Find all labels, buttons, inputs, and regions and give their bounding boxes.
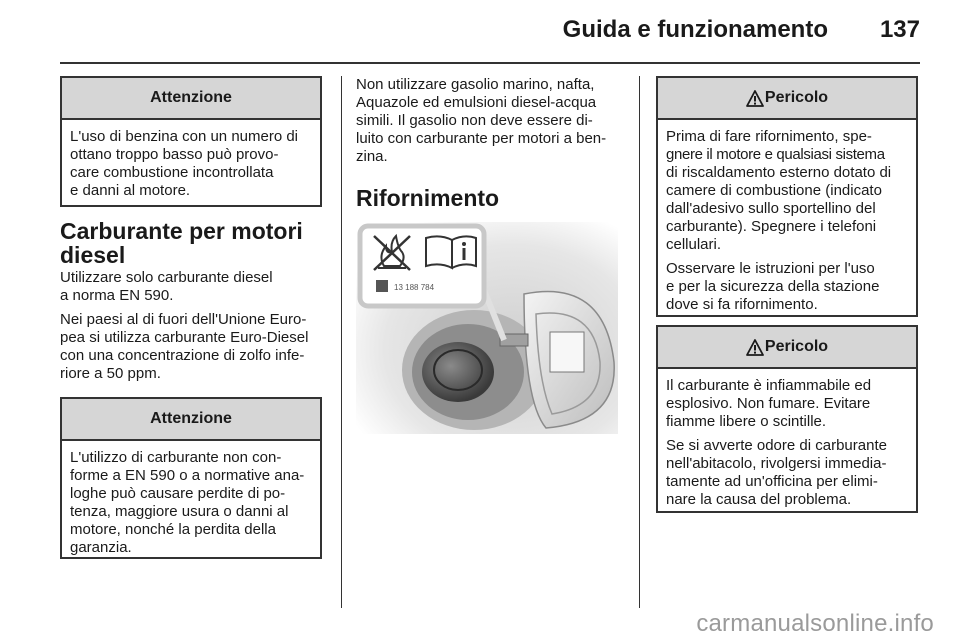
warning-line: garanzia. — [70, 539, 132, 556]
section-title-line: diesel — [60, 242, 126, 268]
column-divider-right — [639, 76, 640, 608]
column-right — [656, 76, 918, 513]
danger-box-flammable — [656, 325, 918, 513]
page-number: 137 — [879, 16, 920, 43]
warning-heading: Attenzione — [62, 399, 320, 441]
section-title-refuelling: Rifornimento — [356, 185, 500, 211]
danger-line: carburante). Spegnere i telefoni — [666, 218, 877, 235]
danger-line: camere di combustione (indicato — [666, 182, 882, 199]
warning-triangle-icon — [746, 90, 764, 107]
text-line: Aquazole ed emulsioni diesel-acqua — [356, 94, 597, 111]
warning-line: motore, nonché la perdita della — [70, 521, 276, 538]
danger-line: nell'abitacolo, rivolgersi immedia- — [666, 455, 887, 472]
danger-line: nare la causa del problema. — [666, 491, 852, 508]
warning-line: e danni al motore. — [70, 182, 191, 199]
gm-logo — [376, 280, 388, 292]
text-line: simili. Il gasolio non deve essere di- — [356, 112, 593, 129]
danger-line: Osservare le istruzioni per l'uso — [666, 260, 875, 277]
danger-body — [658, 369, 916, 519]
text-line: pea si utilizza carburante Euro-Diesel — [60, 329, 309, 346]
warning-line: L'uso di benzina con un numero di — [70, 128, 299, 145]
warning-body — [62, 441, 320, 567]
warning-body — [62, 120, 320, 210]
danger-box-refuelling — [656, 76, 918, 317]
sticker — [550, 332, 584, 372]
header-title: Guida e funzionamento — [562, 16, 828, 43]
warning-triangle-icon — [746, 339, 764, 356]
text-line: riore a 50 ppm. — [60, 365, 161, 382]
sticker-code: 13 188 784 — [394, 283, 435, 292]
danger-line: Prima di fare rifornimento, spe- — [666, 128, 872, 145]
danger-line: e per la sicurezza della stazione — [666, 278, 880, 295]
text-line: Nei paesi al di fuori dell'Unione Euro- — [60, 311, 307, 328]
danger-line: esplosivo. Non fumare. Evitare — [666, 395, 871, 412]
fuel-flap-drawing — [356, 222, 618, 434]
danger-line: gnere il motore e qualsiasi sistema — [666, 146, 885, 163]
text-line: con una concentrazione di zolfo infe- — [60, 347, 305, 364]
warning-line: tenza, maggiore usura o danni al — [70, 503, 289, 520]
text-line: a norma EN 590. — [60, 287, 174, 304]
danger-line: fiamme libere o scintille. — [666, 413, 827, 430]
danger-line: di riscaldamento esterno dotato di — [666, 164, 892, 181]
danger-line: tamente ad un'officina per elimi- — [666, 473, 878, 490]
text-line: zina. — [356, 148, 388, 165]
column-divider-left — [341, 76, 342, 608]
text-line: Non utilizzare gasolio marino, nafta, — [356, 76, 595, 93]
paragraph-no-marine-diesel — [356, 76, 624, 166]
danger-heading-label: Pericolo — [764, 89, 829, 106]
warning-box-en590 — [60, 397, 322, 559]
text-line: luito con carburante per motori a ben- — [356, 130, 607, 147]
paragraph-eurodiesel — [60, 311, 322, 383]
warning-line: ottano troppo basso può provo- — [70, 146, 279, 163]
column-left — [60, 76, 322, 559]
section-title-diesel — [60, 219, 322, 267]
watermark: carmanualsonline.info — [696, 610, 934, 637]
danger-heading — [658, 327, 916, 369]
section-title-line: Carburante per motori — [60, 218, 303, 244]
danger-body — [658, 120, 916, 324]
danger-heading — [658, 78, 916, 120]
danger-line: cellulari. — [666, 236, 722, 253]
paragraph-en590 — [60, 269, 322, 305]
danger-line: dove si fa rifornimento. — [666, 296, 818, 313]
danger-line: Il carburante è infiammabile ed — [666, 377, 872, 394]
page-header — [60, 0, 920, 64]
text-line: Utilizzare solo carburante diesel — [60, 269, 273, 286]
warning-box-octane — [60, 76, 322, 207]
fuel-flap-illustration — [356, 222, 618, 434]
warning-heading: Attenzione — [62, 78, 320, 120]
warning-line: forme a EN 590 o a normative ana- — [70, 467, 305, 484]
warning-line: L'utilizzo di carburante non con- — [70, 449, 282, 466]
danger-line: Se si avverte odore di carburante — [666, 437, 887, 454]
warning-line: loghe può causare perdite di po- — [70, 485, 286, 502]
danger-line: dall'adesivo sullo sportellino del — [666, 200, 876, 217]
column-middle — [356, 76, 624, 434]
danger-heading-label: Pericolo — [764, 338, 829, 355]
warning-line: care combustione incontrollata — [70, 164, 274, 181]
